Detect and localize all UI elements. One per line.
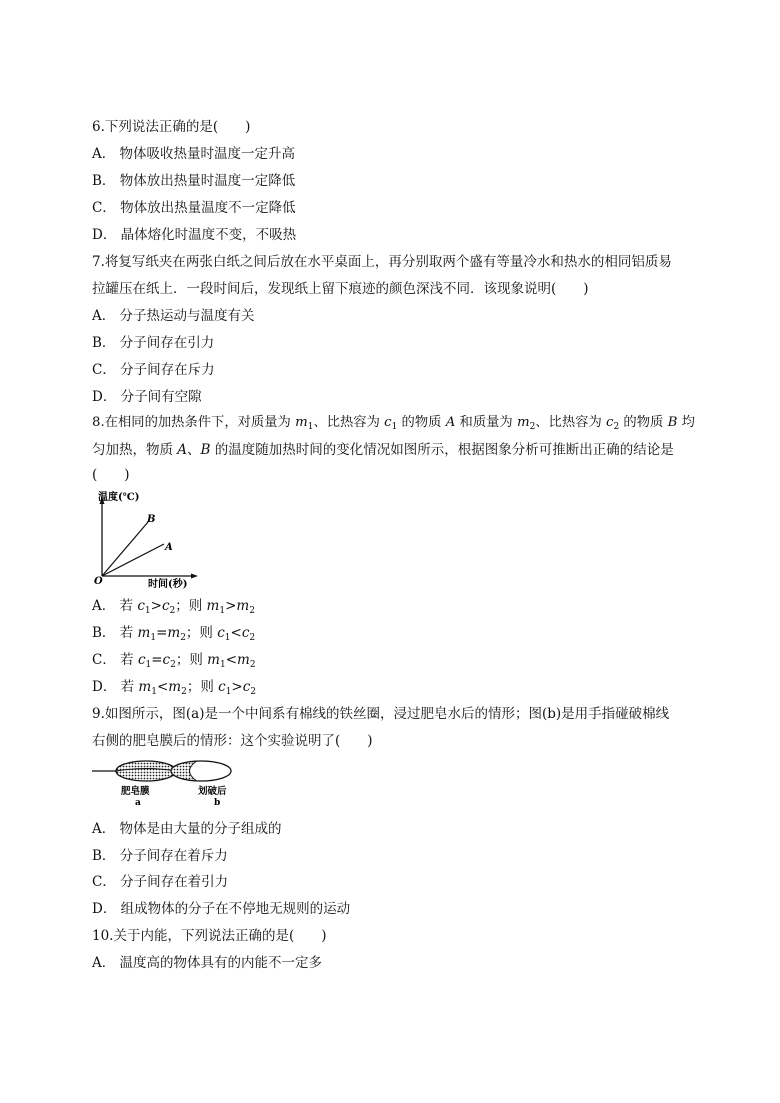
label-b: b — [214, 798, 221, 808]
question-7-stem-line-2: 拉罐压在纸上．一段时间后，发现纸上留下痕迹的颜色深浅不同．该现象说明( ) — [92, 281, 589, 297]
question-8-stem-line-2: 匀加热，物质 A、B 的温度随加热时间的变化情况如图所示，根据图象分析可推断出正确的结论是 — [92, 442, 674, 458]
question-9-option-d: D． 组成物体的分子在不停地无规则的运动 — [92, 901, 351, 917]
x-axis-label: 时间(秒) — [148, 579, 188, 590]
question-7-option-a: A． 分子热运动与温度有关 — [92, 308, 255, 324]
question-6-option-b: B． 物体放出热量时温度一定降低 — [92, 173, 296, 189]
question-9-option-a: A． 物体是由大量的分子组成的 — [92, 821, 282, 837]
question-6-stem: 6.下列说法正确的是( ) — [92, 119, 251, 135]
label-a: a — [135, 798, 141, 808]
question-8-stem-line-3: ( ) — [92, 467, 130, 483]
temperature-time-graph — [90, 488, 210, 592]
question-10-stem: 10.关于内能，下列说法正确的是( ) — [92, 928, 327, 944]
graph-line-a — [102, 544, 164, 576]
question-7-option-b: B． 分子间存在引力 — [92, 335, 215, 351]
question-9-stem-line-2: 右侧的肥皂膜后的情形：这个实验说明了( ) — [92, 733, 373, 749]
question-9-option-c: C． 分子间存在着引力 — [92, 874, 229, 890]
question-8-option-b: B． 若 $m_1=m_2$；则 $c_1<c_2$ — [92, 625, 256, 643]
question-8-option-c: C． 若 $c_1=c_2$；则 $m_1<m_2$ — [92, 652, 256, 670]
soap-film-figure — [92, 756, 272, 810]
question-7-stem-line-1: 7.将复写纸夹在两张白纸之间后放在水平桌面上，再分别取两个盛有等量冷水和热水的相同铝质易 — [92, 254, 672, 270]
question-8-stem-line-1: 8.在相同的加热条件下，对质量为 $m_1$、比热容为 $c_1$ 的物质 A 和质量为 $m_2$、比热容为 $c_2$ 的物质 B 均 — [92, 415, 695, 432]
line-a-label: A — [165, 542, 173, 553]
question-8-option-d: D． 若 $m_1<m_2$；则 $c_1>c_2$ — [92, 679, 257, 697]
question-6-option-d: D． 晶体熔化时温度不变，不吸热 — [92, 227, 297, 243]
question-9-stem-line-1: 9.如图所示，图(a)是一个中间系有棉线的铁丝圈，浸过肥皂水后的情形；图(b)是用手指碰破棉线 — [92, 706, 670, 722]
x-axis-arrow-icon — [191, 574, 198, 579]
soap-film-ring-a — [116, 761, 176, 781]
question-7-option-d: D． 分子间有空隙 — [92, 389, 202, 405]
label-soap-film: 肥皂膜 — [121, 786, 150, 797]
question-9-option-b: B． 分子间存在着斥力 — [92, 848, 228, 864]
question-8-option-a: A． 若 $c_1>c_2$；则 $m_1>m_2$ — [92, 598, 255, 616]
question-7-option-c: C． 分子间存在斥力 — [92, 362, 215, 378]
question-6-option-a: A． 物体吸收热量时温度一定升高 — [92, 146, 296, 162]
graph-line-b — [102, 522, 148, 576]
label-broken: 划破后 — [198, 786, 227, 797]
question-6-option-c: C． 物体放出热量温度不一定降低 — [92, 200, 296, 216]
line-b-label: B — [147, 514, 156, 525]
question-10-option-a: A． 温度高的物体具有的内能不一定多 — [92, 955, 323, 971]
y-axis-label: 温度(℃) — [98, 492, 140, 503]
origin-label: O — [94, 576, 103, 587]
